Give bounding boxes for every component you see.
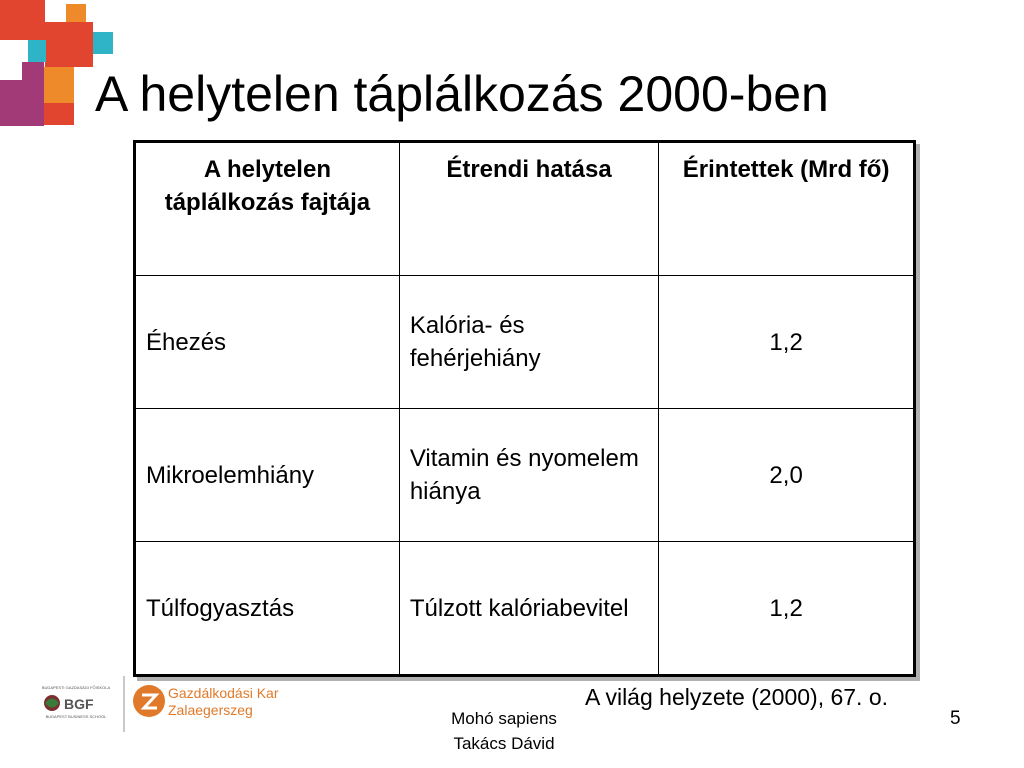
table-cell: 2,0: [659, 409, 915, 542]
column-header: Étrendi hatása: [399, 142, 658, 276]
table-header-row: [135, 142, 915, 276]
table-cell: Mikroelemhiány: [135, 409, 400, 542]
table-row: [135, 409, 915, 542]
footer-credits: [430, 706, 578, 756]
page-number: 5: [950, 708, 961, 729]
table-cell: Éhezés: [135, 276, 400, 409]
table-cell: 1,2: [659, 276, 915, 409]
mosaic-tile: [93, 32, 113, 54]
footer-author: Takács Dávid: [453, 734, 555, 753]
zalaegerszeg-emblem-icon: [132, 684, 166, 718]
mosaic-tile: [44, 67, 74, 103]
logo-line-faculty: Gazdálkodási Kar: [168, 685, 279, 701]
mosaic-tile: [22, 62, 44, 80]
logo-line-city: Zalaegerszeg: [168, 702, 253, 718]
column-header: A helytelen táplálkozás fajtája: [135, 142, 400, 276]
page-title: A helytelen táplálkozás 2000-ben: [95, 66, 829, 122]
table-row: [135, 276, 915, 409]
svg-text:BUDAPEST BUSINESS SCHOOL: BUDAPEST BUSINESS SCHOOL: [45, 714, 107, 719]
table-cell: Vitamin és nyomelem hiánya: [399, 409, 658, 542]
mosaic-tile: [44, 103, 74, 125]
table-cell: Kalória- és fehérjehiány: [399, 276, 658, 409]
svg-text:BGF: BGF: [64, 696, 94, 712]
table-row: [135, 542, 915, 676]
malnutrition-table: [133, 140, 916, 677]
source-citation: A világ helyzete (2000), 67. o.: [585, 684, 889, 710]
mosaic-tile: [45, 22, 93, 67]
svg-text:BUDAPESTI GAZDASÁGI FŐISKOLA: BUDAPESTI GAZDASÁGI FŐISKOLA: [41, 685, 111, 690]
bgf-logo: [40, 684, 112, 720]
logo-divider: [123, 676, 125, 732]
table-cell: Túlzott kalóriabevitel: [399, 542, 658, 676]
mosaic-tile: [0, 0, 45, 40]
column-header: Érintettek (Mrd fő): [659, 142, 915, 276]
gazdalkodasi-kar-logo: [132, 684, 282, 720]
footer-title: Mohó sapiens: [451, 709, 557, 728]
table-cell: 1,2: [659, 542, 915, 676]
table-cell: Túlfogyasztás: [135, 542, 400, 676]
mosaic-tile: [28, 40, 46, 62]
mosaic-tile: [0, 80, 44, 126]
